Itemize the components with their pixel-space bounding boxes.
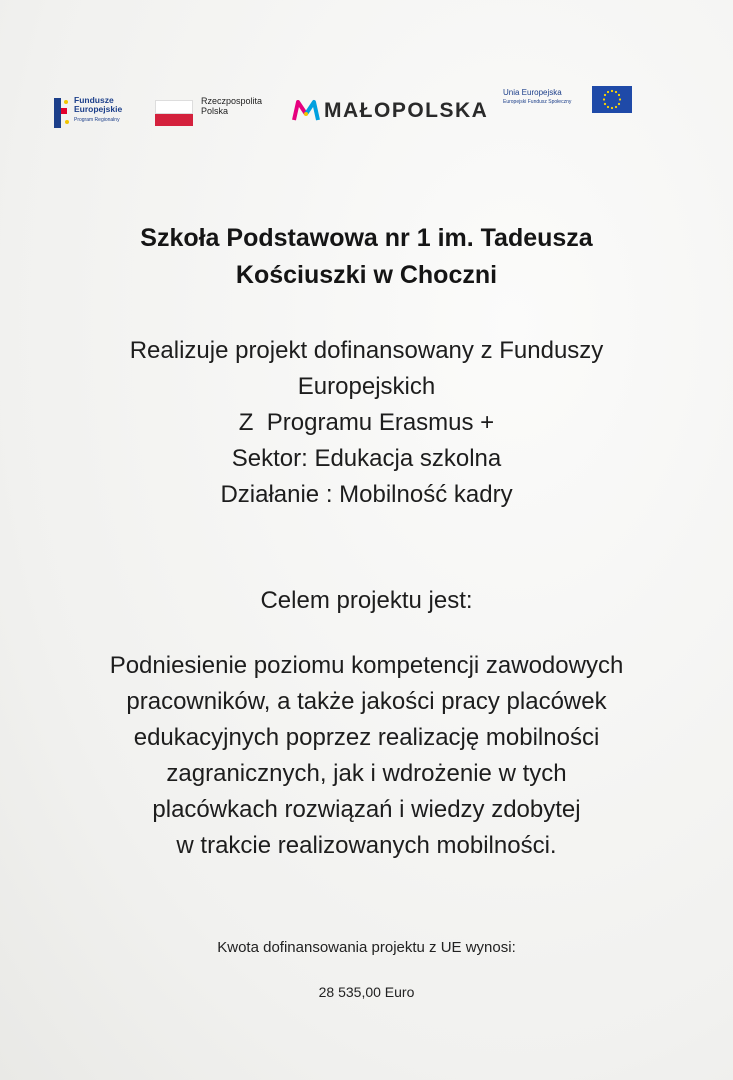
eu-flag-icon (592, 86, 632, 113)
goal-text (0, 648, 733, 864)
unia-line2: Europejski Fundusz Społeczny (503, 99, 572, 105)
funding-label: Kwota dofinansowania projektu z UE wynosi: (217, 939, 516, 956)
goal-line: pracowników, a także jakości pracy placówek (126, 688, 607, 715)
goal-line: w trakcie realizowanych mobilności. (176, 832, 557, 859)
project-line: Realizuje projekt dofinansowany z Funduszy (129, 337, 604, 364)
unia-europejska-logo (503, 88, 633, 118)
school-name-line1: Szkoła Podstawowa nr 1 im. Tadeusza (140, 224, 593, 252)
fundusze-line1: Fundusze (74, 95, 114, 105)
rzeczpospolita-line2: Polska (201, 106, 229, 116)
logo-strip (0, 88, 733, 138)
project-line: Z Programu Erasmus + (238, 409, 495, 436)
goal-label: Celem projektu jest: (260, 587, 473, 614)
project-line: Działanie : Mobilność kadry (220, 481, 513, 508)
malopolska-m-icon (292, 96, 320, 124)
goal-line: edukacyjnych poprzez realizację mobilności (133, 724, 600, 751)
goal-line: Podniesienie poziomu kompetencji zawodowych (109, 652, 624, 679)
project-line: Europejskich (297, 373, 436, 400)
goal-line: zagranicznych, jak i wdrożenie w tych (166, 760, 567, 787)
fundusze-line2: Europejskie (74, 104, 123, 114)
fundusze-line3: Program Regionalny (74, 117, 120, 123)
fundusze-star-icon (50, 96, 70, 130)
funding-amount: 28 535,00 Euro (318, 984, 415, 1000)
project-description (0, 333, 733, 513)
malopolska-name: MAŁOPOLSKA (324, 99, 489, 122)
unia-line1: Unia Europejska (503, 88, 562, 97)
malopolska-logo (292, 96, 492, 126)
goal-line: placówkach rozwiązań i wiedzy zdobytej (152, 796, 581, 823)
fundusze-europejskie-logo (50, 96, 140, 136)
project-line: Sektor: Edukacja szkolna (231, 445, 502, 472)
rzeczpospolita-line1: Rzeczpospolita (201, 96, 263, 106)
polish-flag-icon (155, 100, 193, 124)
school-name-heading (0, 220, 733, 294)
school-name-line2: Kościuszki w Choczni (235, 261, 498, 289)
rzeczpospolita-polska-logo (155, 96, 275, 126)
